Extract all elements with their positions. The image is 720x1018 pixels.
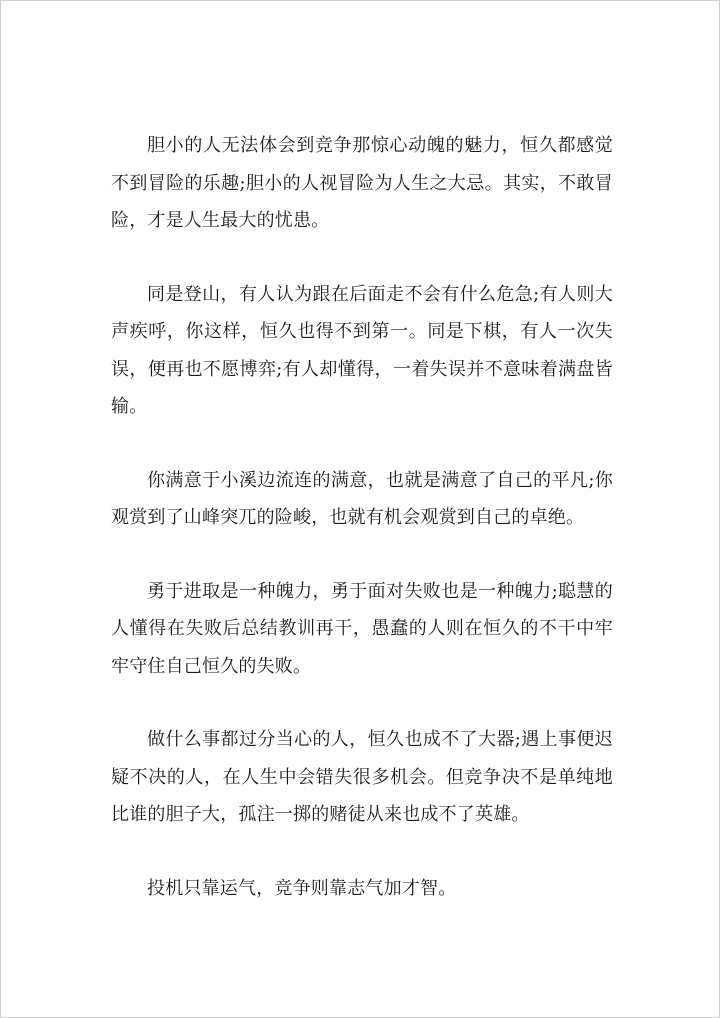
document-body	[111, 127, 613, 907]
paragraph-1: 胆小的人无法体会到竞争那惊心动魄的魅力，恒久都感觉不到冒险的乐趣;胆小的人视冒险为人生之大忌。其实，不敢冒险，才是人生最大的忧患。	[111, 135, 613, 231]
paragraph-4: 勇于进取是一种魄力，勇于面对失败也是一种魄力;聪慧的人懂得在失败后总结教训再干，愚蠢的人则在恒久的不干中牢牢守住自己恒久的失败。	[111, 580, 613, 677]
paragraph-5: 做什么事都过分当心的人，恒久也成不了大器;遇上事便迟疑不决的人，在人生中会错失很多机会。但竞争决不是单纯地比谁的胆子大，孤注一掷的赌徒从来也成不了英雄。	[111, 729, 613, 825]
paragraph-6: 投机只靠运气，竞争则靠志气加才智。	[147, 877, 457, 899]
paragraph-3: 你满意于小溪边流连的满意，也就是满意了自己的平凡;你观赏到了山峰突兀的险峻，也就有机会观赏到自己的卓绝。	[111, 469, 613, 528]
paragraph-2: 同是登山，有人认为跟在后面走不会有什么危急;有人则大声疾呼，你这样，恒久也得不到第一。同是下棋，有人一次失误，便再也不愿博弈;有人却懂得，一着失误并不意味着满盘皆输。	[111, 283, 613, 417]
